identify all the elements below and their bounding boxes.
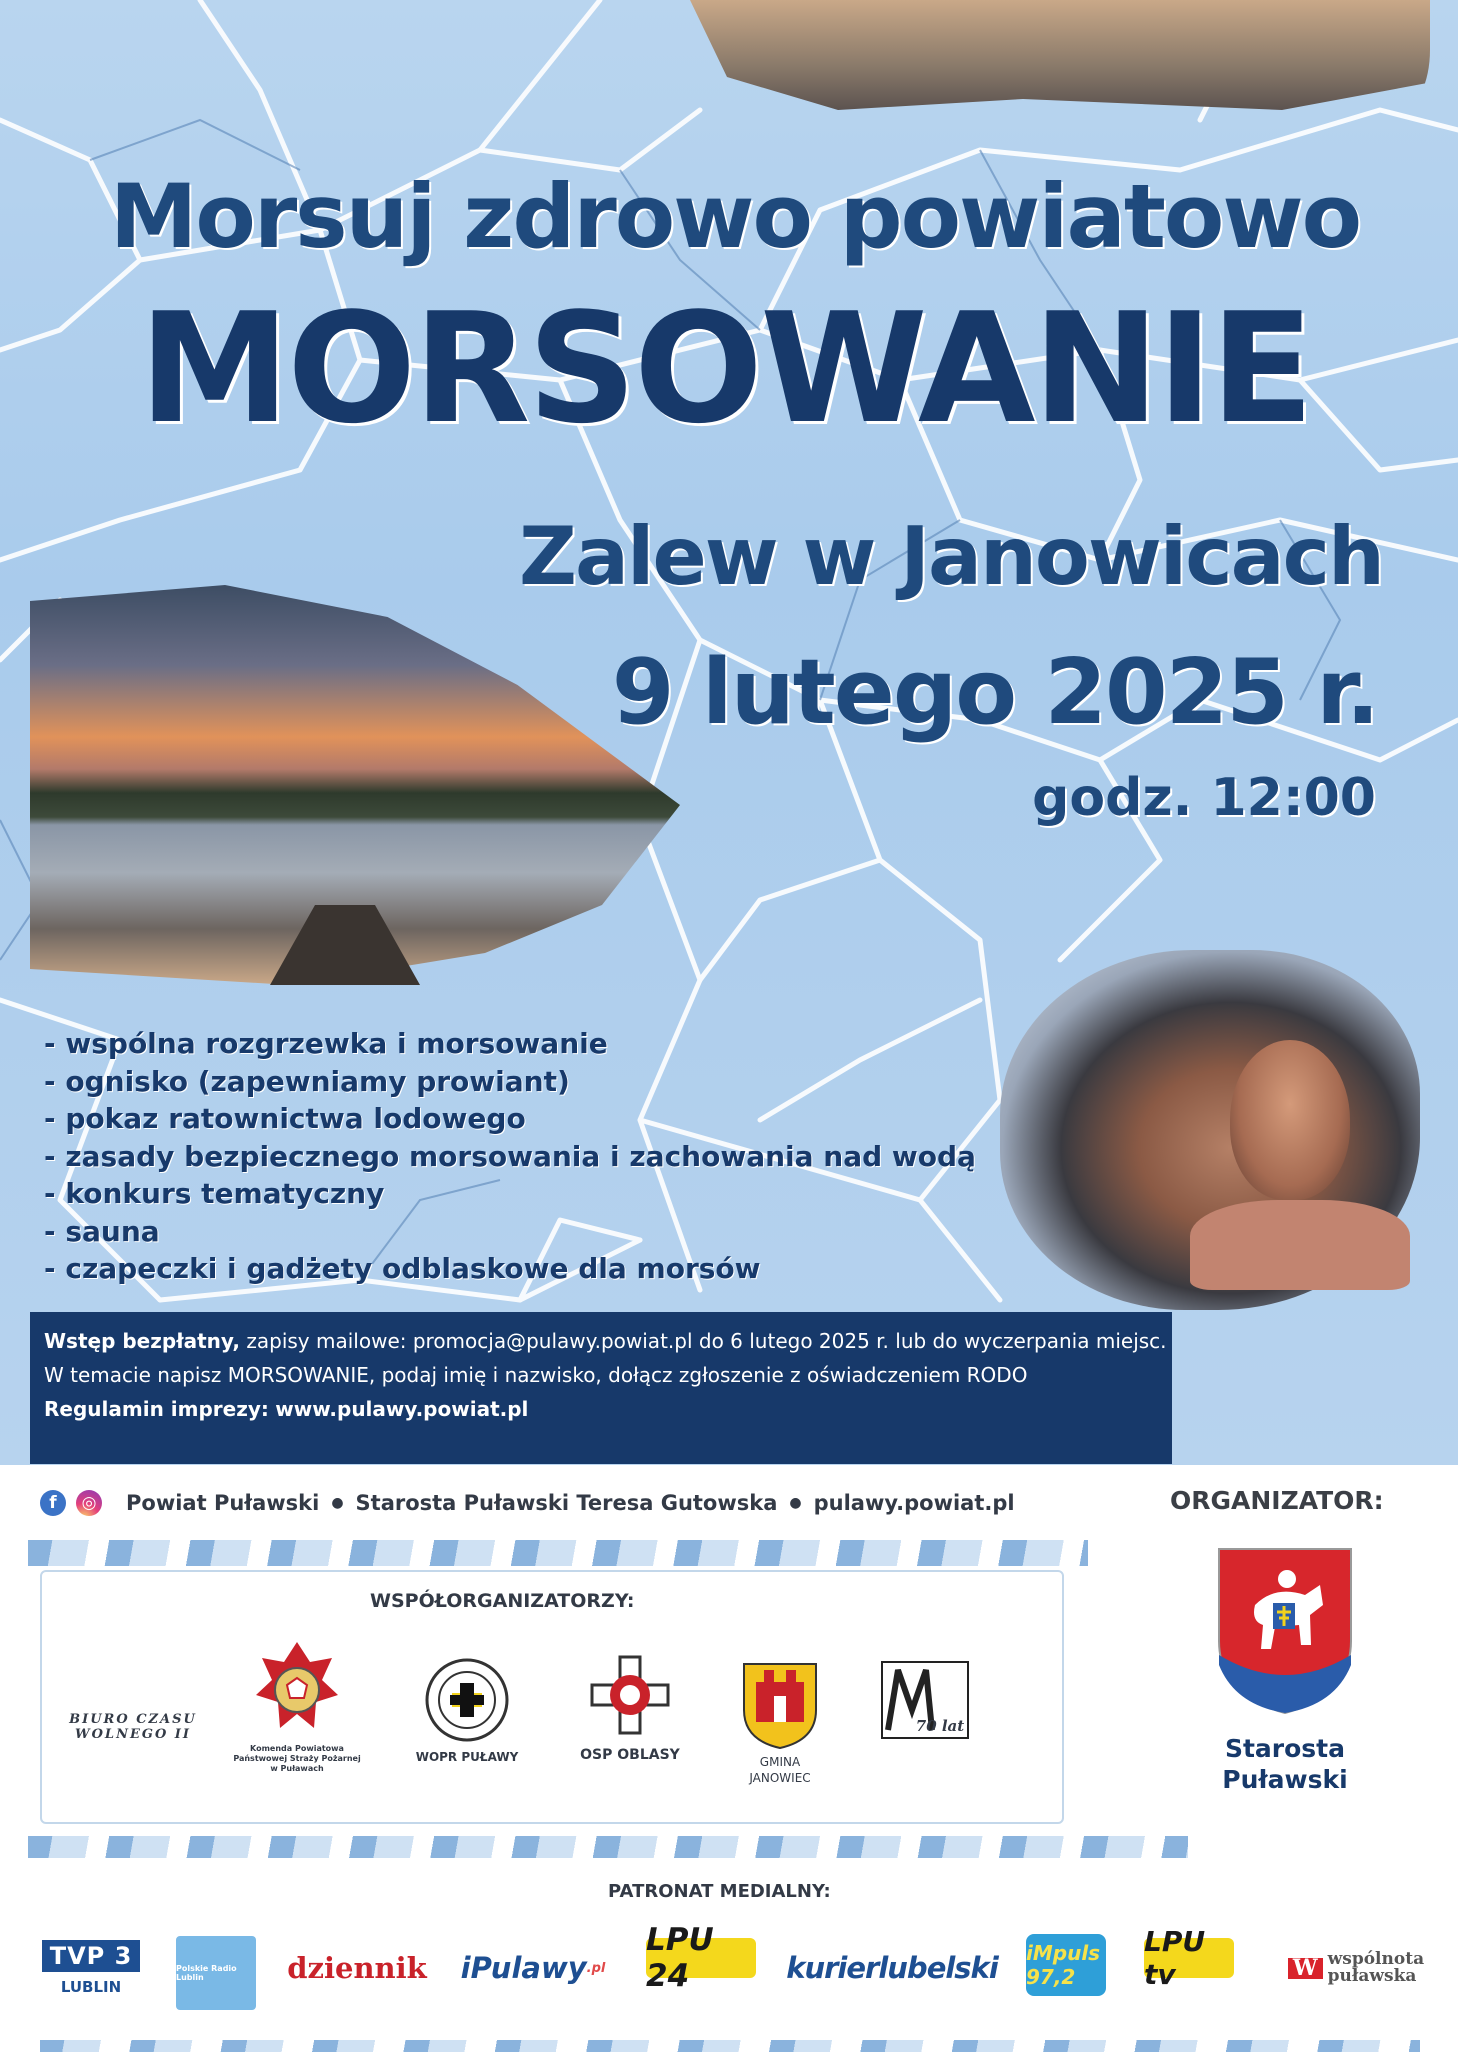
wspolnota-line-1: wspólnota	[1327, 1949, 1425, 1969]
janowiec-crest-icon	[740, 1660, 820, 1750]
bcw-line-1: BIURO CZASU	[69, 1712, 197, 1727]
polskie-radio-lublin-logo: Polskie Radio Lublin	[176, 1936, 256, 2010]
wopr-logo	[412, 1655, 522, 1765]
bullet-separator: ●	[789, 1495, 802, 1511]
ipulawy-logo	[458, 1938, 608, 1998]
info-line-2: W temacie napisz MORSOWANIE, podaj imię i nazwisko, dołącz zgłoszenie z oświadczeniem RODO	[44, 1363, 1028, 1387]
ice-strip-bottom	[28, 1836, 1188, 1858]
registration-info-box	[30, 1312, 1172, 1464]
starosta-pulawski-logo	[1210, 1545, 1360, 1795]
fire-brigade-emblem-icon	[252, 1640, 342, 1740]
gmina-caption-2: JANOWIEC	[749, 1771, 811, 1785]
pulawy-70-lat-logo	[875, 1660, 975, 1734]
media-patronage-label: PATRONAT MEDIALNY:	[608, 1881, 831, 1902]
osp-caption: OSP OBLASY	[580, 1747, 680, 1763]
tvp3-city: LUBLIN	[60, 1978, 122, 1996]
registration-text: zapisy mailowe: promocja@pulawy.powiat.pl do 6 lutego 2025 r. lub do wyczerpania miejsc.	[240, 1329, 1167, 1353]
wspolnota-line-2: puławska	[1327, 1966, 1417, 1986]
social-bar	[40, 1490, 1015, 1516]
rules-link[interactable]: www.pulawy.powiat.pl	[275, 1397, 529, 1421]
bullet-separator: ●	[331, 1495, 344, 1511]
activity-item: - konkurs tematyczny	[44, 1177, 385, 1210]
info-line-1	[44, 1328, 1167, 1354]
social-powiat: Powiat Puławski	[126, 1491, 320, 1515]
event-location: Zalew w Janowicach	[519, 510, 1383, 603]
instagram-icon[interactable]: ◎	[76, 1490, 102, 1516]
swimmer-shoulders	[1190, 1200, 1410, 1290]
kurier-lubelski-logo: kurierlubelski	[786, 1951, 998, 1985]
activity-item: - czapeczki i gadżety odblaskowe dla morsów	[44, 1252, 761, 1285]
organizer-label: ORGANIZATOR:	[1170, 1486, 1384, 1515]
lpu24-logo: LPU 24	[646, 1938, 756, 1978]
wopr-caption: WOPR PUŁAWY	[415, 1750, 519, 1764]
tvp3-mark: TVP 3	[42, 1940, 141, 1972]
top-photo	[690, 0, 1430, 110]
activity-item: - ognisko (zapewniamy prowiant)	[44, 1064, 570, 1098]
wopr-emblem-icon	[422, 1655, 512, 1745]
wspolnota-pulawska-logo	[1276, 1938, 1436, 1998]
wspolnota-name	[1328, 1951, 1424, 1985]
ice-strip-top	[28, 1540, 1088, 1566]
event-time: godz. 12:00	[1032, 768, 1376, 828]
powiat-pulawski-crest-icon	[1215, 1545, 1355, 1717]
organizer-name-1: Starosta	[1224, 1734, 1346, 1763]
tvp3-lublin-logo	[36, 1938, 146, 1998]
osp-oblasy-logo	[570, 1655, 690, 1763]
gmina-janowiec-logo	[730, 1660, 830, 1786]
info-line-3	[44, 1396, 1158, 1422]
lpu-tv-logo: LPU tv	[1144, 1938, 1234, 1978]
swimmer-face	[1230, 1040, 1350, 1200]
coorganizers-label: WSPÓŁORGANIZATORZY:	[370, 1590, 635, 1612]
facebook-icon[interactable]: f	[40, 1490, 66, 1516]
main-title: MORSOWANIE	[138, 280, 1312, 457]
psp-pulawy-logo	[232, 1640, 362, 1774]
organizer-name-2: Puławski	[1222, 1765, 1348, 1794]
activity-item: - sauna	[44, 1214, 160, 1248]
activity-item: - pokaz ratownictwa lodowego	[44, 1102, 526, 1135]
activities-list	[44, 1025, 976, 1288]
rules-label: Regulamin imprezy:	[44, 1397, 269, 1421]
ice-strip-footer	[40, 2040, 1420, 2052]
gmina-caption-1: GMINA	[759, 1755, 801, 1769]
free-entry-label: Wstęp bezpłatny,	[44, 1329, 241, 1353]
radio-impuls-logo: iMpuls 97,2	[1026, 1934, 1106, 1996]
bcw-line-2: WOLNEGO II	[75, 1727, 191, 1742]
pulawy-70-text: 70 lat	[915, 1717, 965, 1735]
headline: Morsuj zdrowo powiatowo	[109, 165, 1361, 268]
dziennik-wschodni-logo: dziennik	[287, 1951, 427, 1985]
social-starosta: Starosta Puławski Teresa Gutowska	[355, 1491, 778, 1515]
biuro-czasu-wolnego-logo	[58, 1712, 208, 1742]
psp-caption: Komenda Powiatowa Państwowej Straży Pożarnej w Puławach	[233, 1744, 361, 1773]
wspolnota-w-mark: W	[1288, 1958, 1323, 1979]
event-date: 9 lutego 2025 r.	[611, 640, 1378, 745]
osp-cross-icon	[590, 1655, 670, 1735]
social-website[interactable]: pulawy.powiat.pl	[813, 1491, 1015, 1515]
ipulawy-domain: .pl	[586, 1960, 606, 1976]
ipulawy-text: iPulawy	[460, 1951, 587, 1985]
activity-item: - zasady bezpiecznego morsowania i zachowania nad wodą	[44, 1139, 976, 1173]
activity-item: - wspólna rozgrzewka i morsowanie	[44, 1027, 608, 1060]
